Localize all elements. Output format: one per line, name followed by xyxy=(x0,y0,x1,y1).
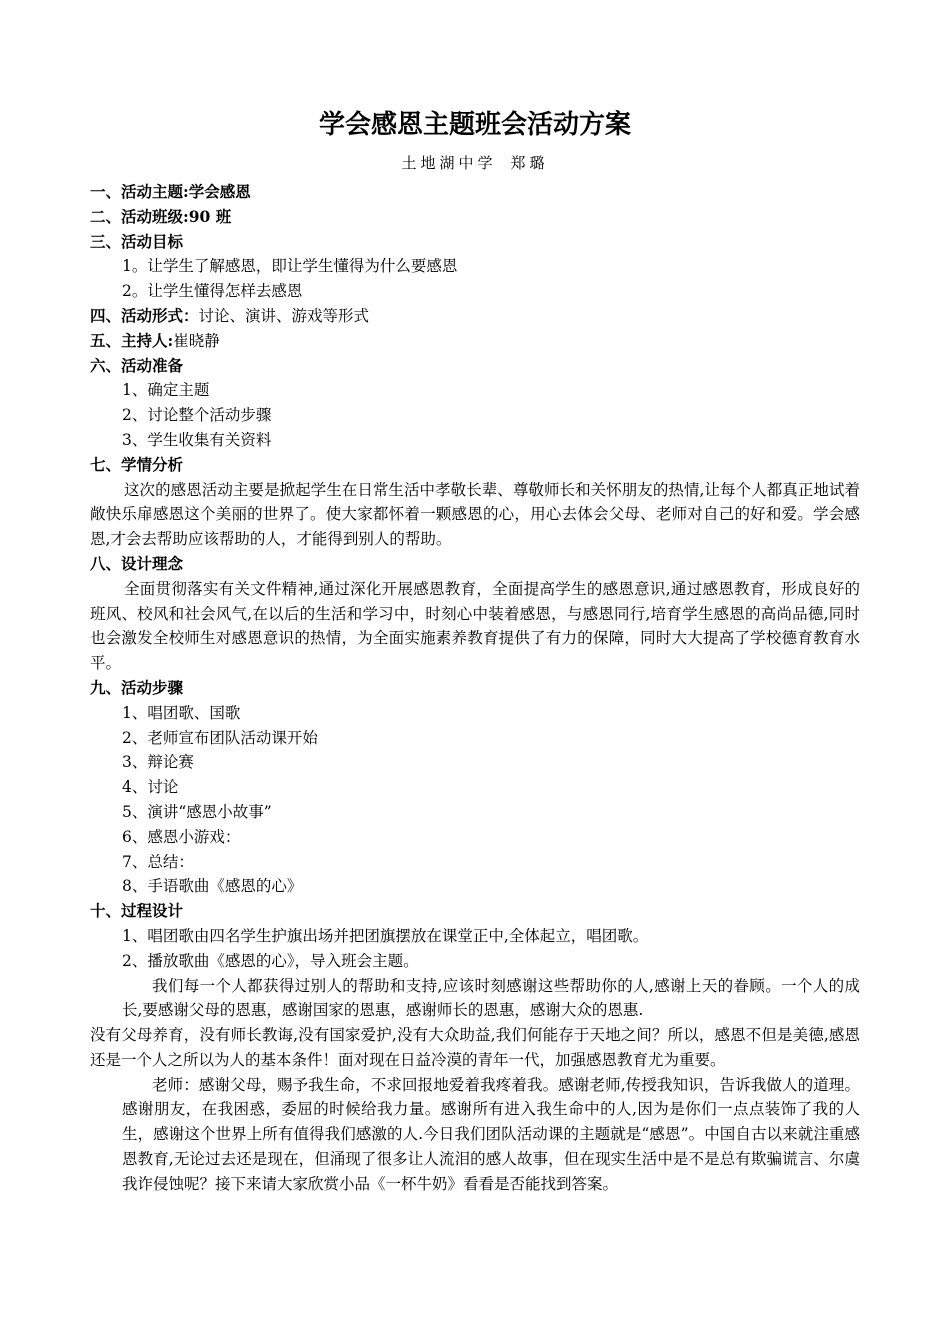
section-1-value: 学会感恩 xyxy=(188,182,251,201)
list-item: 2。让学生懂得怎样去感恩 xyxy=(122,282,303,301)
list-item: 1、唱团歌由四名学生护旗出场并把团旗摆放在课堂正中,全体起立，唱团歌。 xyxy=(122,926,649,945)
section-4-label: 四、活动形式： xyxy=(90,305,199,325)
list-item: 6、感恩小游戏： xyxy=(122,827,241,846)
list-item: 1、确定主题 xyxy=(122,381,210,400)
section-5 xyxy=(90,329,860,354)
list-item: 2、老师宣布团队活动课开始 xyxy=(122,728,318,747)
list-item: 3、辩论赛 xyxy=(122,753,194,772)
section-7-paragraph: 这次的感恩活动主要是掀起学生在日常生活中孝敬长辈、尊敬师长和关怀朋友的热情,让每个人都真正地试着敞快乐扉感恩这个美丽的世界了。使大家都怀着一颗感恩的心，用心去体会父母、老师对自己的好和爱。学会感恩,才会去帮助应该帮助的人，才能得到别人的帮助。 xyxy=(90,480,860,549)
section-8-paragraph: 全面贯彻落实有关文件精神,通过深化开展感恩教育，全面提高学生的感恩意识,通过感恩教育，形成良好的班风、校风和社会风气,在以后的生活和学习中，时刻心中装着感恩，与感恩同行,培育学生感恩的高尚品德,同时也会激发全校师生对感恩意识的热情，为全面实施素养教育提供了有力的保障，同时大大提高了学校德育教育水平。 xyxy=(90,579,860,673)
section-9-heading: 九、活动步骤 xyxy=(90,677,184,697)
section-2-label: 二、活动班级: xyxy=(90,206,189,226)
author-school: 土地湖中学 xyxy=(401,154,497,172)
section-4-value: 讨论、演讲、游戏等形式 xyxy=(198,306,370,325)
section-10-heading: 十、过程设计 xyxy=(90,901,184,921)
section-1-label: 一、活动主题: xyxy=(90,182,189,201)
document-title: 学会感恩主题班会活动方案 xyxy=(318,110,631,140)
list-item: 3、学生收集有关资料 xyxy=(122,430,272,449)
author-line xyxy=(90,152,860,174)
section-1 xyxy=(90,180,860,205)
list-item: 5、演讲“感恩小故事” xyxy=(122,802,272,821)
author-name: 郑璐 xyxy=(510,154,549,172)
section-6-heading: 六、活动准备 xyxy=(90,355,184,375)
section-5-value: 崔晓静 xyxy=(173,331,220,350)
section-8-heading: 八、设计理念 xyxy=(90,553,184,573)
section-10-paragraph-2: 没有父母养育，没有师长教诲,没有国家爱护,没有大众助益,我们何能存于天地之间？所以，感恩不但是美德,感恩还是一个人之所以为人的基本条件！面对现在日益冷漠的青年一代，加强感恩教育尤为重要。 xyxy=(90,1026,860,1069)
list-item: 7、总结： xyxy=(122,852,194,871)
section-10-paragraph-1: 我们每一个人都获得过别人的帮助和支持,应该时刻感谢这些帮助你的人,感谢上天的眷顾。一个人的成长,要感谢父母的恩惠，感谢国家的恩惠，感谢师长的恩惠，感谢大众的恩惠. xyxy=(122,976,860,1020)
section-2 xyxy=(90,205,860,230)
list-item: 2、讨论整个活动步骤 xyxy=(122,406,272,425)
section-4 xyxy=(90,304,860,329)
section-2-value: 90 班 xyxy=(188,206,232,226)
list-item: 4、讨论 xyxy=(122,778,179,797)
section-5-label: 五、主持人: xyxy=(90,330,174,350)
list-item: 1、唱团歌、国歌 xyxy=(122,703,241,722)
section-7-heading: 七、学情分析 xyxy=(90,454,184,474)
list-item: 2、播放歌曲《感恩的心》，导入班会主题。 xyxy=(122,951,419,970)
section-10-paragraph-3: 老师：感谢父母，赐予我生命，不求回报地爱着我疼着我。感谢老师,传授我知识，告诉我做人的道理。感谢朋友，在我困惑，委屈的时候给我力量。感谢所有进入我生命中的人,因为是你们一点点装饰了我的人生，感谢这个世界上所有值得我们感激的人.今日我们团队活动课的主题就是“感恩”。中国自古以来就注重感恩教育,无论过去还是现在，但涌现了很多让人流泪的感人故事，但在现实生活中是不是总有欺骗谎言、尔虞我诈侵蚀呢？接下来请大家欣赏小品《一杯牛奶》看看是否能找到答案。 xyxy=(122,1075,860,1193)
section-3-heading: 三、活动目标 xyxy=(90,231,184,251)
list-item: 1。让学生了解感恩，即让学生懂得为什么要感恩 xyxy=(122,257,458,276)
list-item: 8、手语歌曲《感恩的心》 xyxy=(122,877,303,896)
